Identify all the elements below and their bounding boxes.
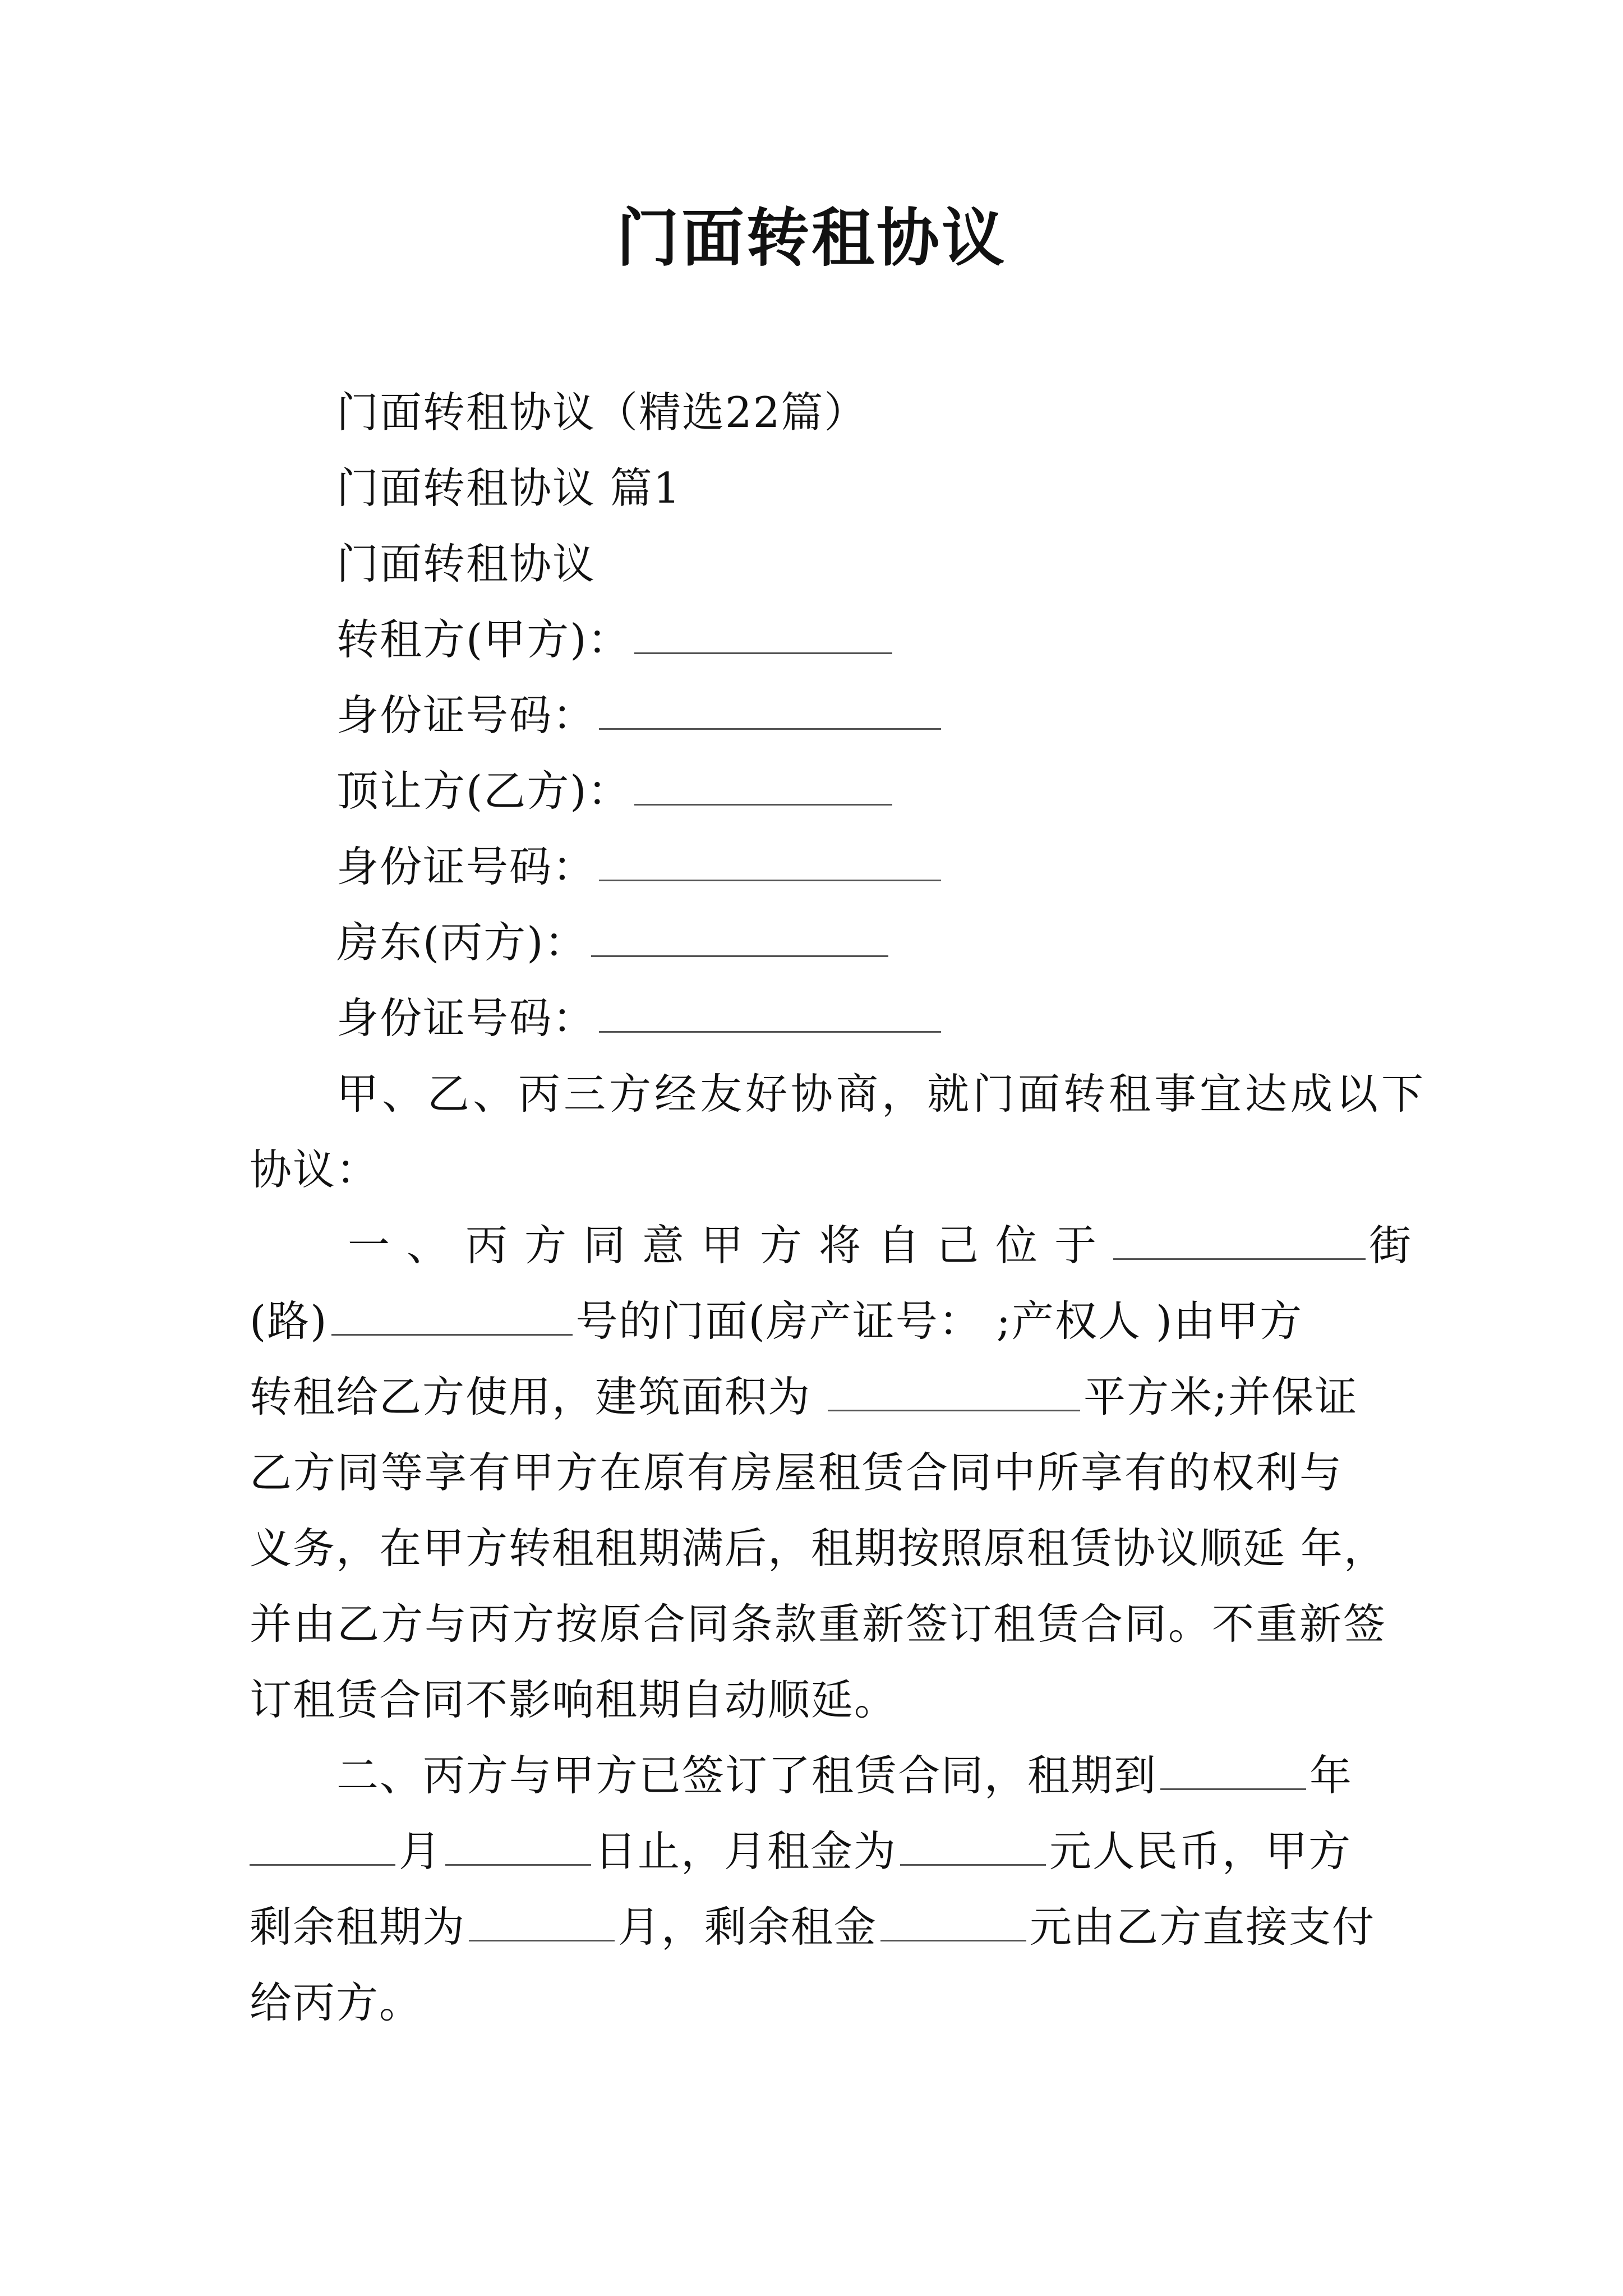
clause1-line-2: [250, 1293, 1303, 1349]
number-blank[interactable]: [331, 1300, 573, 1336]
clause2-line-2: [250, 1823, 1352, 1879]
subtitle: 门面转租协议（精选22篇）: [336, 388, 868, 437]
remaining-term-blank[interactable]: [469, 1906, 615, 1941]
clause1-l1-suffix: 街: [1369, 1221, 1428, 1270]
clause1-l1-text: 一、丙方同意甲方将自己位于: [348, 1221, 1114, 1270]
intro-line-2: 协议：: [250, 1145, 380, 1194]
transferee-label: 顶让方(乙方)：: [336, 766, 631, 816]
street-blank[interactable]: [1113, 1225, 1366, 1260]
sublessor-id-label: 身份证号码：: [336, 691, 596, 740]
remaining-rent-blank[interactable]: [880, 1906, 1026, 1941]
clause1-l3-text: 转租给乙方使用，建筑面积为: [250, 1372, 811, 1421]
transferee-blank[interactable]: [634, 770, 892, 806]
clause2-l2-month: 月: [399, 1826, 442, 1876]
clause1-l2-text: 号的门面(房产证号： ;产权人 )由甲方: [575, 1296, 1303, 1346]
clause2-l3-mid: 月，剩余租金: [618, 1902, 878, 1952]
section-title: 门面转租协议: [336, 539, 596, 588]
clause2-line-4: 给丙方。: [250, 1978, 423, 2027]
landlord-id-blank[interactable]: [599, 997, 941, 1033]
landlord-id-label: 身份证号码：: [336, 993, 596, 1043]
clause1-line-3: [250, 1369, 1358, 1425]
clause1-line-5: 义务，在甲方转租租期满后，租期按照原租赁协议顺延 年，: [250, 1524, 1387, 1573]
sublessor-row: [336, 611, 896, 668]
clause1-l3-suffix: 平方米;并保证: [1083, 1372, 1358, 1421]
sublessor-blank[interactable]: [634, 619, 892, 654]
transferee-id-blank[interactable]: [599, 846, 941, 881]
transferee-row: [336, 763, 896, 819]
transferee-id-row: [336, 839, 944, 895]
clause2-l2-suffix: 元人民币，甲方: [1049, 1826, 1352, 1876]
sublessor-label: 转租方(甲方)：: [336, 615, 631, 664]
clause1-line-1: [348, 1217, 1428, 1273]
clause2-l2-text: 日止，月租金为: [594, 1826, 897, 1876]
end-day-blank[interactable]: [445, 1830, 591, 1866]
end-month-blank[interactable]: [250, 1830, 395, 1866]
landlord-label: 房东(丙方)：: [336, 918, 588, 967]
sublessor-id-blank[interactable]: [599, 694, 941, 730]
clause1-line-4: 乙方同等享有甲方在原有房屋租赁合同中所享有的权利与: [250, 1448, 1344, 1497]
sublessor-id-row: [336, 687, 944, 743]
document-title: 门面转租协议: [616, 201, 1007, 275]
clause2-l1-suffix: 年: [1310, 1751, 1353, 1800]
landlord-id-row: [336, 990, 944, 1046]
clause1-line-6: 并由乙方与丙方按原合同条款重新签订租赁合同。不重新签: [250, 1599, 1387, 1649]
clause2-l1-text: 二、丙方与甲方已签订了租赁合同，租期到: [336, 1751, 1158, 1800]
end-year-blank[interactable]: [1160, 1755, 1306, 1790]
clause2-l3-suffix: 元由乙方直接支付: [1030, 1902, 1376, 1952]
area-blank[interactable]: [828, 1376, 1080, 1411]
clause1-line-7: 订租赁合同不影响租期自动顺延。: [250, 1675, 898, 1724]
intro-line-1: 甲、乙、丙三方经友好协商，就门面转租事宜达成以下: [336, 1069, 1427, 1119]
landlord-row: [336, 914, 892, 970]
clause2-l3-text: 剩余租期为: [250, 1902, 466, 1952]
clause2-line-1: [336, 1747, 1353, 1803]
clause1-l2-prefix: (路): [250, 1296, 328, 1346]
monthly-rent-blank[interactable]: [900, 1830, 1046, 1866]
transferee-id-label: 身份证号码：: [336, 842, 596, 891]
section-heading: 门面转租协议 篇1: [336, 463, 681, 513]
landlord-blank[interactable]: [591, 922, 888, 957]
clause2-line-3: [250, 1899, 1375, 1955]
